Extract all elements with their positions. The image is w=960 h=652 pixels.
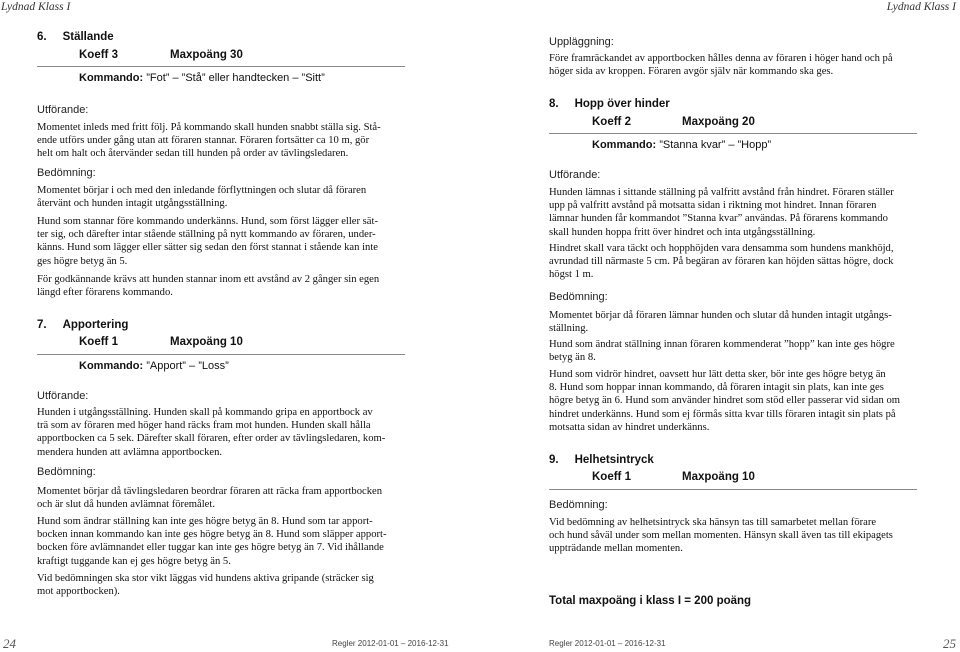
text-line: och hund såväl under som mellan momenten. Hänsyn skall även tas till ekipagets <box>549 530 893 542</box>
running-header-left: Lydnad Klass I <box>1 1 71 13</box>
section-6-max: Maxpoäng 30 <box>170 49 243 61</box>
text-line: apportbocken ca 5 sek. Därefter skall föraren, efter order av tävlingsledaren, kom- <box>37 433 386 445</box>
divider <box>37 354 405 355</box>
text-line: Momentet börjar i och med den inledande förflyttningen och slutar då föraren <box>37 185 367 196</box>
total-score: Total maxpoäng i klass I = 200 poäng <box>549 595 752 607</box>
section-9-bedomning-text <box>549 516 893 556</box>
text-line: högst 1 m. <box>549 269 594 281</box>
text-line: kraftigt tuggande kan ej ges högre betyg än 5. <box>37 555 231 567</box>
section-8-bedomning-p3 <box>549 368 900 434</box>
running-header-right: Lydnad Klass I <box>886 1 956 13</box>
section-6-bedomning-label: Bedömning: <box>37 167 96 179</box>
footer-left: Regler 2012-01-01 – 2016-12-31 <box>332 639 449 648</box>
text-line: ges högre betyg än 5. <box>37 255 128 267</box>
text-line: Vid bedömning av helhetsintryck ska hänsyn tas till samarbetet mellan förare <box>549 517 877 528</box>
right-column <box>549 0 929 650</box>
text-line: upp på valfritt avstånd på motsatta sidan i riktning mot hindret. Innan föraren <box>549 200 877 212</box>
section-8-utforande-p2 <box>549 242 894 282</box>
kommando-label: Kommando: <box>79 72 144 84</box>
section-7-bedomning-label: Bedömning: <box>37 466 96 478</box>
text-line: Hunden lämnas i sittande ställning på valfritt avstånd från hindret. Föraren ställer <box>549 187 894 198</box>
section-6-title: 6. Ställande <box>37 31 114 43</box>
text-line: återvänt och hunden intagit utgångsställning. <box>37 198 228 210</box>
text-line: mot apportbocken). <box>37 586 120 598</box>
section-7-bedomning-p1 <box>37 485 382 511</box>
kommando-label: Kommando: <box>79 360 144 372</box>
upplaggning-label: Uppläggning: <box>549 36 614 48</box>
page-number-right: 25 <box>943 636 956 651</box>
text-line: Hund som vidrör hindret, oavsett hur lätt detta sker, bör inte ges högre betyg än <box>549 369 886 380</box>
section-6-utforande-text <box>37 121 381 161</box>
section-8-utforande-p1 <box>549 186 894 239</box>
section-7-title: 7. Apportering <box>37 319 129 331</box>
text-line: hindret underkänns. Hund som ej förmås sitta kvar tills föraren intagit sin plats på <box>549 408 896 420</box>
footer-right: Regler 2012-01-01 – 2016-12-31 <box>549 639 666 648</box>
section-7-bedomning-p3 <box>37 572 374 598</box>
text-line: uppträdande mellan momenten. <box>549 543 683 555</box>
text-line: motsatta sidan av hindret underkänns. <box>549 421 710 433</box>
section-8-bedomning-p2 <box>549 338 895 364</box>
text-line: avrundad till närmaste 5 cm. På begäran av föraren kan höjden sättas högre, dock <box>549 256 894 268</box>
kommando-label: Kommando: <box>592 139 657 151</box>
text-line: betyg än 8. <box>549 352 596 364</box>
text-line: Hindret skall vara täckt och hopphöjden vara densamma som hundens mankhöjd, <box>549 243 894 254</box>
section-7-utforande-label: Utförande: <box>37 390 89 402</box>
upplaggning-text <box>549 52 893 78</box>
kommando-text: ”Stanna kvar” – ”Hopp” <box>659 139 772 151</box>
text-line: bocken innan kommando kan inte ges högre betyg än 8. Hund som släpper apport- <box>37 529 387 541</box>
section-8-title: 8. Hopp över hinder <box>549 98 670 110</box>
section-8-koeff: Koeff 2 <box>592 116 631 128</box>
text-line: ställning. <box>549 323 589 335</box>
divider <box>549 133 917 134</box>
section-7-kommando <box>79 360 229 372</box>
text-line: Momentet börjar då tävlingsledaren beordrar föraren att räcka fram apportbocken <box>37 486 383 497</box>
text-line: Hund som ändrat ställning innan föraren kommenderat ”hopp” kan inte ges högre <box>549 339 895 350</box>
section-7-max: Maxpoäng 10 <box>170 336 243 348</box>
text-line: ter sig, och därefter intar stående ställning på nytt kommando av föraren, under- <box>37 229 376 241</box>
text-line: Hund som stannar före kommando underkänns. Hund, som först lägger eller sät- <box>37 216 378 227</box>
section-6-koeff: Koeff 3 <box>79 49 118 61</box>
text-line: Momentet inleds med fritt följ. På kommando skall hunden snabbt ställa sig. Stå- <box>37 122 381 133</box>
page-number-left: 24 <box>3 636 16 651</box>
text-line: Vid bedömningen ska stor vikt läggas vid hundens aktiva gripande (sträcker sig <box>37 573 374 584</box>
text-line: högre betyg än 6. Hund som använder hindret som stöd eller passerar vid sidan om <box>549 395 900 407</box>
text-line: Momentet börjar då föraren lämnar hunden och slutar då hunden intagit utgångs- <box>549 310 892 321</box>
section-9-max: Maxpoäng 10 <box>682 471 755 483</box>
kommando-text: ”Apport” – ”Loss” <box>146 360 229 372</box>
text-line: ende utförs under gång utan att föraren stannar. Föraren fortsätter ca 10 m, gör <box>37 135 370 147</box>
text-line: mendera hunden att avlämna apportbocken. <box>37 446 223 458</box>
section-7-bedomning-p2 <box>37 515 387 568</box>
section-6-bedomning-p1 <box>37 184 366 210</box>
section-9-bedomning-label: Bedömning: <box>549 499 608 511</box>
section-8-max: Maxpoäng 20 <box>682 116 755 128</box>
divider <box>549 489 917 490</box>
section-7-koeff: Koeff 1 <box>79 336 118 348</box>
divider <box>37 66 405 67</box>
section-8-utforande-label: Utförande: <box>549 169 601 181</box>
text-line: Före framräckandet av apportbocken hålles denna av föraren i höger hand och på <box>549 53 893 64</box>
section-9-title: 9. Helhetsintryck <box>549 454 654 466</box>
text-line: helt om halt och återvänder sedan till hunden på order av tävlingsledaren. <box>37 148 349 160</box>
section-8-kommando <box>592 139 771 151</box>
text-line: längd efter förarens kommando. <box>37 287 173 299</box>
text-line: bocken före avlämnandet eller tuggar kan inte ges högre betyg än 7. Vid ihållande <box>37 542 384 554</box>
text-line: trä som av föraren med höger hand räcks fram mot hunden. Hunden skall hålla <box>37 420 371 432</box>
section-6-kommando <box>79 72 325 84</box>
section-7-utforande-text <box>37 406 385 459</box>
text-line: Hunden i utgångsställning. Hunden skall på kommando gripa en apportbock av <box>37 407 373 418</box>
kommando-text: ”Fot” – ”Stå” eller handtecken – ”Sitt” <box>146 72 325 84</box>
left-column <box>37 0 422 650</box>
section-8-bedomning-label: Bedömning: <box>549 291 608 303</box>
section-8-bedomning-p1 <box>549 309 892 335</box>
text-line: höger sida av kroppen. Föraren avgör själv när kommando ska ges. <box>549 66 834 78</box>
text-line: Hund som ändrar ställning kan inte ges högre betyg än 8. Hund som tar apport- <box>37 516 373 527</box>
text-line: känns. Hund som lägger eller sätter sig sedan den först stannat i stående kan inte <box>37 242 378 254</box>
text-line: 8. Hund som hoppar innan kommando, då föraren intagit sin plats, kan inte ges <box>549 382 884 394</box>
text-line: skall hunden hoppa fritt över hindret och inta utgångsställning. <box>549 226 816 238</box>
section-6-bedomning-p2 <box>37 215 378 268</box>
section-6-utforande-label: Utförande: <box>37 104 89 116</box>
text-line: lämnar hunden får kommandot ”Stanna kvar” användas. På förarens kommando <box>549 213 888 225</box>
text-line: och är slut då hunden avlämnat föremålet. <box>37 499 215 511</box>
section-6-bedomning-p3 <box>37 273 379 299</box>
section-9-koeff: Koeff 1 <box>592 471 631 483</box>
text-line: För godkännande krävs att hunden stannar inom ett avstånd av 2 gånger sin egen <box>37 274 380 285</box>
